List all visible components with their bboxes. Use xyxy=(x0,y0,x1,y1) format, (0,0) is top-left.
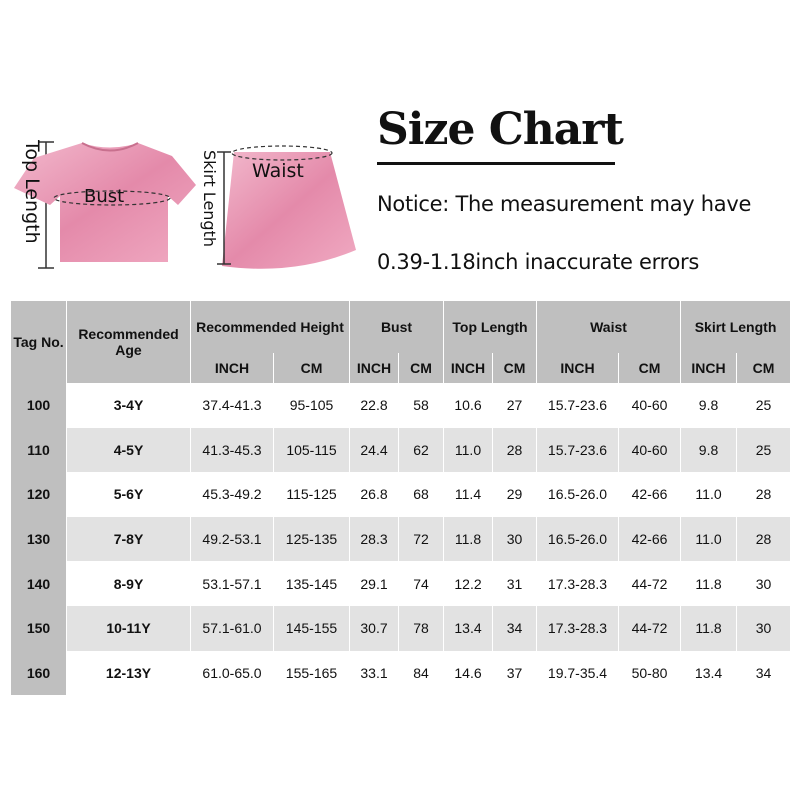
table-cell: 53.1-57.1 xyxy=(191,561,274,606)
table-cell: 58 xyxy=(399,383,444,428)
table-cell: 125-135 xyxy=(274,517,350,562)
title-underline xyxy=(377,162,615,165)
table-cell: 68 xyxy=(399,472,444,517)
table-cell: 150 xyxy=(11,606,67,651)
table-cell: 28 xyxy=(737,472,791,517)
table-cell: 34 xyxy=(737,651,791,696)
table-cell: 45.3-49.2 xyxy=(191,472,274,517)
unit-cm: CM xyxy=(619,353,681,383)
table-cell: 145-155 xyxy=(274,606,350,651)
table-cell: 16.5-26.0 xyxy=(537,472,619,517)
unit-inch: INCH xyxy=(444,353,493,383)
table-cell: 15.7-23.6 xyxy=(537,428,619,473)
table-cell: 30 xyxy=(493,517,537,562)
table-cell: 33.1 xyxy=(350,651,399,696)
table-row xyxy=(11,472,791,517)
unit-inch: INCH xyxy=(350,353,399,383)
table-cell: 57.1-61.0 xyxy=(191,606,274,651)
table-cell: 25 xyxy=(737,428,791,473)
table-cell: 27 xyxy=(493,383,537,428)
garment-illustration xyxy=(0,130,370,280)
table-cell: 26.8 xyxy=(350,472,399,517)
table-cell: 22.8 xyxy=(350,383,399,428)
table-cell: 3-4Y xyxy=(67,383,191,428)
table-cell: 135-145 xyxy=(274,561,350,606)
header-tag: Tag No. xyxy=(11,301,67,383)
table-row xyxy=(11,428,791,473)
table-cell: 155-165 xyxy=(274,651,350,696)
table-row xyxy=(11,561,791,606)
unit-inch: INCH xyxy=(681,353,737,383)
table-cell: 11.0 xyxy=(444,428,493,473)
table-cell: 62 xyxy=(399,428,444,473)
table-cell: 13.4 xyxy=(681,651,737,696)
table-cell: 15.7-23.6 xyxy=(537,383,619,428)
table-row xyxy=(11,651,791,696)
header-waist: Waist xyxy=(537,301,681,353)
table-cell: 17.3-28.3 xyxy=(537,561,619,606)
table-cell: 40-60 xyxy=(619,428,681,473)
table-cell: 50-80 xyxy=(619,651,681,696)
size-table-body xyxy=(11,383,791,695)
header-bust: Bust xyxy=(350,301,444,353)
table-cell: 7-8Y xyxy=(67,517,191,562)
bust-label: Bust xyxy=(84,186,125,207)
table-cell: 49.2-53.1 xyxy=(191,517,274,562)
table-cell: 34 xyxy=(493,606,537,651)
unit-cm: CM xyxy=(274,353,350,383)
table-cell: 9.8 xyxy=(681,428,737,473)
header-age: Recommended Age xyxy=(67,301,191,383)
table-cell: 12.2 xyxy=(444,561,493,606)
waist-label: Waist xyxy=(252,160,304,182)
table-cell: 72 xyxy=(399,517,444,562)
table-cell: 42-66 xyxy=(619,472,681,517)
unit-cm: CM xyxy=(493,353,537,383)
table-cell: 13.4 xyxy=(444,606,493,651)
table-cell: 105-115 xyxy=(274,428,350,473)
table-cell: 160 xyxy=(11,651,67,696)
table-cell: 30 xyxy=(737,606,791,651)
table-cell: 4-5Y xyxy=(67,428,191,473)
header-height: Recommended Height xyxy=(191,301,350,353)
table-cell: 16.5-26.0 xyxy=(537,517,619,562)
unit-cm: CM xyxy=(737,353,791,383)
table-cell: 44-72 xyxy=(619,606,681,651)
table-cell: 42-66 xyxy=(619,517,681,562)
table-cell: 140 xyxy=(11,561,67,606)
skirt-length-label: Skirt Length xyxy=(200,150,219,247)
table-row xyxy=(11,383,791,428)
header-top-length: Top Length xyxy=(444,301,537,353)
table-cell: 9.8 xyxy=(681,383,737,428)
table-cell: 30.7 xyxy=(350,606,399,651)
table-cell: 11.8 xyxy=(444,517,493,562)
table-cell: 28 xyxy=(493,428,537,473)
table-cell: 19.7-35.4 xyxy=(537,651,619,696)
table-cell: 40-60 xyxy=(619,383,681,428)
table-cell: 41.3-45.3 xyxy=(191,428,274,473)
table-cell: 25 xyxy=(737,383,791,428)
header-skirt-length: Skirt Length xyxy=(681,301,791,353)
size-chart-table xyxy=(10,301,791,695)
table-cell: 30 xyxy=(737,561,791,606)
top-length-label: Top Length xyxy=(21,140,43,244)
table-cell: 11.0 xyxy=(681,517,737,562)
table-cell: 44-72 xyxy=(619,561,681,606)
table-cell: 37.4-41.3 xyxy=(191,383,274,428)
table-cell: 11.8 xyxy=(681,606,737,651)
table-cell: 100 xyxy=(11,383,67,428)
table-cell: 31 xyxy=(493,561,537,606)
table-cell: 10.6 xyxy=(444,383,493,428)
table-cell: 28.3 xyxy=(350,517,399,562)
table-cell: 11.4 xyxy=(444,472,493,517)
table-cell: 17.3-28.3 xyxy=(537,606,619,651)
table-cell: 28 xyxy=(737,517,791,562)
unit-inch: INCH xyxy=(191,353,274,383)
table-cell: 37 xyxy=(493,651,537,696)
table-cell: 130 xyxy=(11,517,67,562)
table-cell: 95-105 xyxy=(274,383,350,428)
table-cell: 120 xyxy=(11,472,67,517)
notice-line-1: Notice: The measurement may have xyxy=(377,192,752,216)
table-cell: 74 xyxy=(399,561,444,606)
unit-inch: INCH xyxy=(537,353,619,383)
unit-cm: CM xyxy=(399,353,444,383)
table-cell: 78 xyxy=(399,606,444,651)
table-cell: 11.0 xyxy=(681,472,737,517)
table-cell: 29.1 xyxy=(350,561,399,606)
table-row xyxy=(11,606,791,651)
table-cell: 24.4 xyxy=(350,428,399,473)
table-cell: 29 xyxy=(493,472,537,517)
table-cell: 61.0-65.0 xyxy=(191,651,274,696)
notice-line-2: 0.39-1.18inch inaccurate errors xyxy=(377,250,699,274)
table-cell: 10-11Y xyxy=(67,606,191,651)
table-cell: 84 xyxy=(399,651,444,696)
table-cell: 12-13Y xyxy=(67,651,191,696)
table-row xyxy=(11,517,791,562)
page-title: Size Chart xyxy=(377,104,623,155)
table-cell: 115-125 xyxy=(274,472,350,517)
table-cell: 110 xyxy=(11,428,67,473)
table-cell: 14.6 xyxy=(444,651,493,696)
table-cell: 8-9Y xyxy=(67,561,191,606)
table-cell: 5-6Y xyxy=(67,472,191,517)
table-cell: 11.8 xyxy=(681,561,737,606)
